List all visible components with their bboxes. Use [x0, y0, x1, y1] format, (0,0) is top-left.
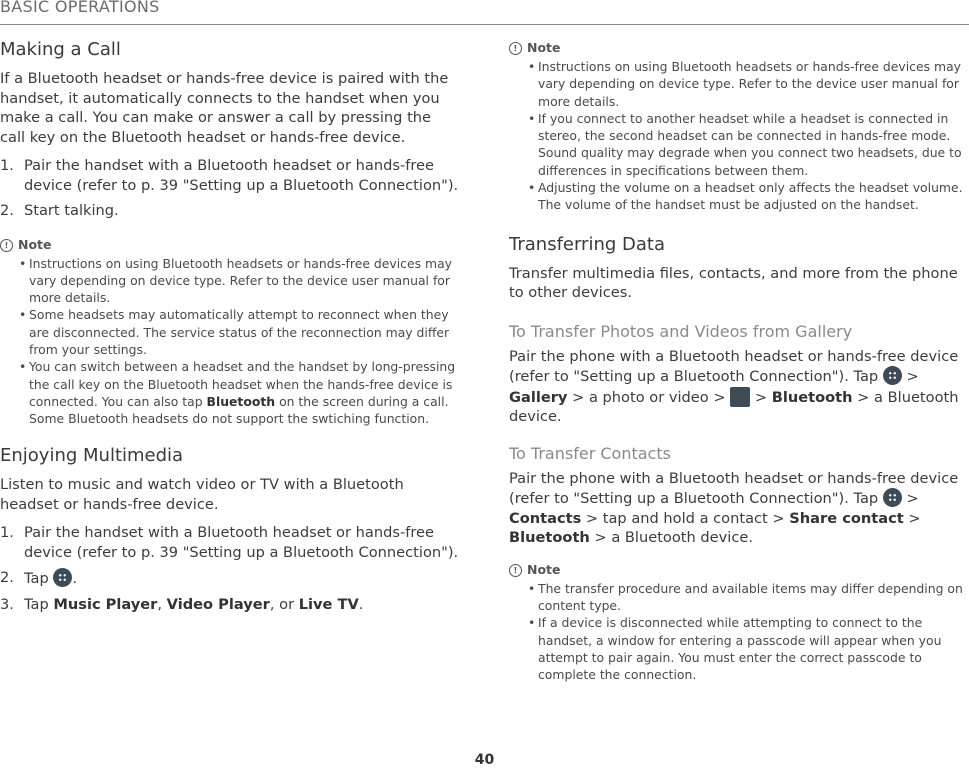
multimedia-heading: Enjoying Multimedia: [0, 445, 184, 467]
right-column: [509, 40, 969, 683]
note-label: Note: [527, 561, 561, 577]
list-item: • You can switch between a headset and the handset by long-pressing the call key on the Bluetooth headset when the hands-free device is connected. You can also tap Bluetooth on the screen during a call. Some Bluetooth headsets do not support the swtiching function.: [19, 359, 456, 427]
apps-icon: [53, 568, 72, 587]
transfer-note: [509, 562, 969, 684]
making-call-body: If a Bluetooth headset or hands-free device is paired with the handset, it automatically connects to the handset when you make a call. You can make or answer a call by pressing the call key on the Bluetooth headset or hands-free device.: [0, 70, 449, 146]
photos-subheading: To Transfer Photos and Videos from Gallery: [509, 321, 853, 341]
left-column: [0, 36, 460, 614]
multimedia-steps: [0, 523, 460, 614]
note-label: Note: [18, 236, 52, 252]
list-item: • The transfer procedure and available items may differ depending on content type.: [528, 580, 963, 613]
page-header: [0, 0, 969, 25]
list-item: • If you connect to another headset while a headset is connected in stereo, the second headset can be connected in hands-free mode. Sound quality may degrade when you connect two headsets, due to differences in specifications between them.: [528, 110, 962, 178]
transferring-heading: Transferring Data: [509, 233, 665, 255]
making-call-heading: Making a Call: [0, 39, 121, 60]
bluetooth-note: [509, 40, 969, 214]
list-item: • Adjusting the volume on a headset only affects the headset volume. The volume of the handset must be adjusted on the handset.: [528, 180, 963, 213]
list-item: 2. Tap .: [0, 569, 77, 588]
making-call-note: [0, 237, 460, 428]
list-item: • If a device is disconnected while attempting to connect to the handset, a window for entering a passcode will appear when you attempt to pair again. You must enter the correct passcode to complete the connection.: [528, 615, 942, 683]
transferring-body: Transfer multimedia files, contacts, and more from the phone to other devices.: [509, 264, 958, 302]
photos-body: Pair the phone with a Bluetooth headset or hands-free device (refer to "Setting up a Bluetooth Connection"). Tap > Gallery > a photo or video > > Bluetooth > a Bluetooth device.: [509, 347, 959, 426]
multimedia-body: Listen to music and watch video or TV with a Bluetooth headset or hands-free device.: [0, 476, 404, 513]
note-icon: !: [509, 42, 522, 55]
share-icon: [730, 387, 750, 407]
note-label: Note: [527, 40, 561, 55]
list-item: 1. Pair the handset with a Bluetooth headset or hands-free device (refer to p. 39 "Setting up a Bluetooth Connection").: [0, 524, 459, 561]
contacts-subheading: To Transfer Contacts: [509, 443, 671, 463]
list-item: 1. Pair the handset with a Bluetooth headset or hands-free device (refer to p. 39 "Setting up a Bluetooth Connection").: [0, 157, 459, 194]
note-icon: !: [509, 564, 522, 577]
contacts-body: Pair the phone with a Bluetooth headset or hands-free device (refer to "Setting up a Bluetooth Connection"). Tap > Contacts > tap and hold a contact > Share contact > Bluetooth > a Bluetooth device.: [509, 469, 959, 547]
section-title: BASIC OPERATIONS: [0, 0, 160, 16]
list-item: 3. Tap Music Player, Video Player, or Live TV.: [0, 595, 364, 613]
note-icon: !: [0, 239, 13, 252]
making-call-steps: [0, 156, 460, 221]
apps-icon: [883, 366, 902, 385]
list-item: • Instructions on using Bluetooth headsets or hands-free devices may vary depending on device type. Refer to the device user manual for more details.: [528, 59, 962, 109]
apps-icon: [883, 488, 902, 507]
list-item: 2. Start talking.: [0, 202, 119, 219]
list-item: • Instructions on using Bluetooth headsets or hands-free devices may vary depending on device type. Refer to the device user manual for more details.: [19, 255, 453, 306]
page-number: 40: [474, 752, 495, 768]
list-item: • Some headsets may automatically attempt to reconnect when they are disconnected. The service status of the reconnection may differ from your settings.: [19, 307, 450, 357]
